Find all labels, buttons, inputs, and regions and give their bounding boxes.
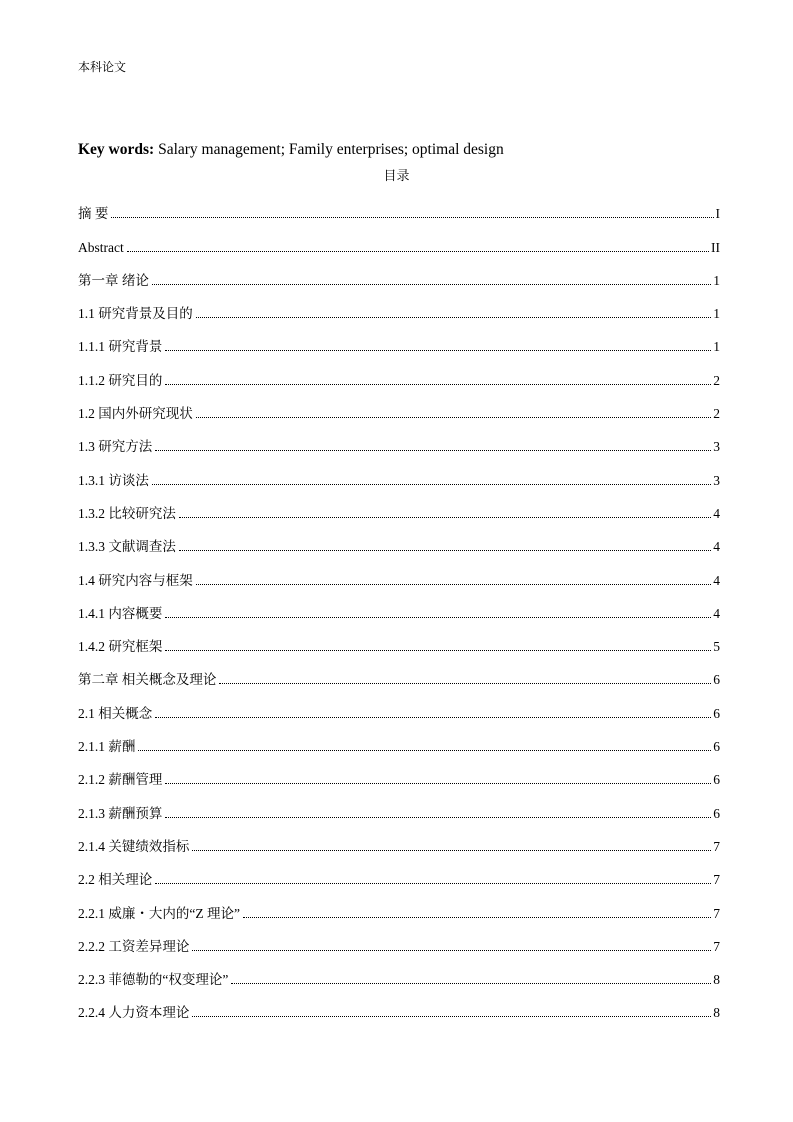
keywords-text: Salary management; Family enterprises; optimal design <box>154 141 504 158</box>
toc-entry-title: 第一章 绪论 <box>78 272 149 288</box>
toc-entry[interactable] <box>78 426 720 459</box>
toc-entry[interactable] <box>78 826 720 859</box>
toc-entry-page-number: 2 <box>713 372 720 388</box>
toc-entry-page-number: 3 <box>713 472 720 488</box>
toc-entry[interactable] <box>78 692 720 725</box>
toc-dot-leader <box>192 850 711 851</box>
toc-entry-page-number: 1 <box>713 306 720 322</box>
toc-entry[interactable] <box>78 293 720 326</box>
toc-entry-page-number: I <box>715 206 720 222</box>
toc-entry-page-number: 4 <box>713 539 720 555</box>
toc-entry[interactable] <box>78 992 720 1025</box>
toc-entry-page-number: 8 <box>713 972 720 988</box>
toc-entry[interactable] <box>78 726 720 759</box>
toc-dot-leader <box>219 683 711 684</box>
toc-entry-page-number: 4 <box>713 605 720 621</box>
toc-dot-leader <box>165 817 711 818</box>
toc-entry-title: 2.2 相关理论 <box>78 872 153 888</box>
toc-entry[interactable] <box>78 759 720 792</box>
toc-dot-leader <box>179 550 711 551</box>
toc-entry[interactable] <box>78 459 720 492</box>
toc-entry-title: Abstract <box>78 239 124 255</box>
toc-entry-title: 1.1.2 研究目的 <box>78 372 163 388</box>
toc-entry[interactable] <box>78 926 720 959</box>
toc-entry-page-number: 6 <box>713 705 720 721</box>
toc-entry[interactable] <box>78 393 720 426</box>
toc-dot-leader <box>192 950 711 951</box>
toc-dot-leader <box>196 417 712 418</box>
toc-entry-page-number: 4 <box>713 505 720 521</box>
toc-entry-page-number: II <box>711 239 720 255</box>
page-header: 本科论文 <box>78 60 127 74</box>
toc-entry-title: 1.3 研究方法 <box>78 439 153 455</box>
toc-entry-title: 2.2.3 菲德勒的“权变理论” <box>78 972 229 988</box>
toc-entry-page-number: 5 <box>713 639 720 655</box>
toc-dot-leader <box>196 584 712 585</box>
toc-entry-page-number: 2 <box>713 406 720 422</box>
toc-dot-leader <box>111 217 713 218</box>
toc-entry-page-number: 7 <box>713 938 720 954</box>
toc-entry-page-number: 7 <box>713 838 720 854</box>
toc-entry-page-number: 8 <box>713 1005 720 1021</box>
toc-entry[interactable] <box>78 859 720 892</box>
toc-entry-page-number: 6 <box>713 772 720 788</box>
toc-entry-title: 1.4.2 研究框架 <box>78 639 163 655</box>
toc-entry-page-number: 4 <box>713 572 720 588</box>
toc-entry[interactable] <box>78 792 720 825</box>
toc-dot-leader <box>165 350 711 351</box>
toc-dot-leader <box>179 517 711 518</box>
toc-entry-title: 1.3.1 访谈法 <box>78 472 149 488</box>
toc-dot-leader <box>127 251 709 252</box>
toc-entry[interactable] <box>78 493 720 526</box>
toc-entry-title: 2.1.1 薪酬 <box>78 739 136 755</box>
toc-entry-title: 1.4.1 内容概要 <box>78 605 163 621</box>
toc-entry[interactable] <box>78 593 720 626</box>
keywords-line <box>78 140 504 160</box>
toc-entry[interactable] <box>78 626 720 659</box>
toc-entry-title: 2.2.4 人力资本理论 <box>78 1005 190 1021</box>
toc-entry[interactable] <box>78 193 720 226</box>
toc-entry-title: 1.1 研究背景及目的 <box>78 306 193 322</box>
toc-entry-page-number: 6 <box>713 739 720 755</box>
toc-dot-leader <box>152 284 711 285</box>
toc-entry[interactable] <box>78 892 720 925</box>
toc-dot-leader <box>165 384 711 385</box>
toc-entry[interactable] <box>78 226 720 259</box>
toc-entry-title: 2.1.3 薪酬预算 <box>78 805 163 821</box>
toc-entry-title: 1.4 研究内容与框架 <box>78 572 193 588</box>
toc-entry[interactable] <box>78 359 720 392</box>
toc-entry-title: 1.3.2 比较研究法 <box>78 505 176 521</box>
toc-entry-page-number: 7 <box>713 905 720 921</box>
toc-entry[interactable] <box>78 526 720 559</box>
toc-entry-page-number: 6 <box>713 672 720 688</box>
toc-entry-title: 2.2.1 威廉・大内的“Z 理论” <box>78 905 240 921</box>
toc-dot-leader <box>192 1016 711 1017</box>
toc-entry-title: 2.1 相关概念 <box>78 705 153 721</box>
toc-dot-leader <box>155 450 711 451</box>
toc-entry-page-number: 7 <box>713 872 720 888</box>
toc-dot-leader <box>165 617 711 618</box>
toc-dot-leader <box>138 750 711 751</box>
toc-entry-page-number: 1 <box>713 272 720 288</box>
toc-entry-title: 2.1.2 薪酬管理 <box>78 772 163 788</box>
toc-entry-page-number: 6 <box>713 805 720 821</box>
keywords-label: Key words: <box>78 141 155 158</box>
toc-title: 目录 <box>383 169 410 184</box>
toc-dot-leader <box>155 717 711 718</box>
toc-entry-title: 2.1.4 关键绩效指标 <box>78 838 190 854</box>
toc-entry-title: 第二章 相关概念及理论 <box>78 672 217 688</box>
toc-entry[interactable] <box>78 659 720 692</box>
toc-dot-leader <box>231 983 711 984</box>
toc-entry-title: 摘 要 <box>78 206 109 222</box>
toc-entry[interactable] <box>78 559 720 592</box>
toc-entry[interactable] <box>78 326 720 359</box>
toc-dot-leader <box>152 484 711 485</box>
toc-entry-title: 2.2.2 工资差异理论 <box>78 938 190 954</box>
toc-dot-leader <box>165 650 711 651</box>
toc-dot-leader <box>165 783 711 784</box>
toc-entry-page-number: 1 <box>713 339 720 355</box>
toc-dot-leader <box>196 317 712 318</box>
toc-dot-leader <box>243 917 711 918</box>
toc-entry-title: 1.2 国内外研究现状 <box>78 406 193 422</box>
toc-dot-leader <box>155 883 711 884</box>
toc-entry-page-number: 3 <box>713 439 720 455</box>
toc-entry[interactable] <box>78 959 720 992</box>
toc-entry-title: 1.1.1 研究背景 <box>78 339 163 355</box>
toc-entry[interactable] <box>78 260 720 293</box>
table-of-contents <box>78 193 720 1025</box>
toc-entry-title: 1.3.3 文献调查法 <box>78 539 176 555</box>
